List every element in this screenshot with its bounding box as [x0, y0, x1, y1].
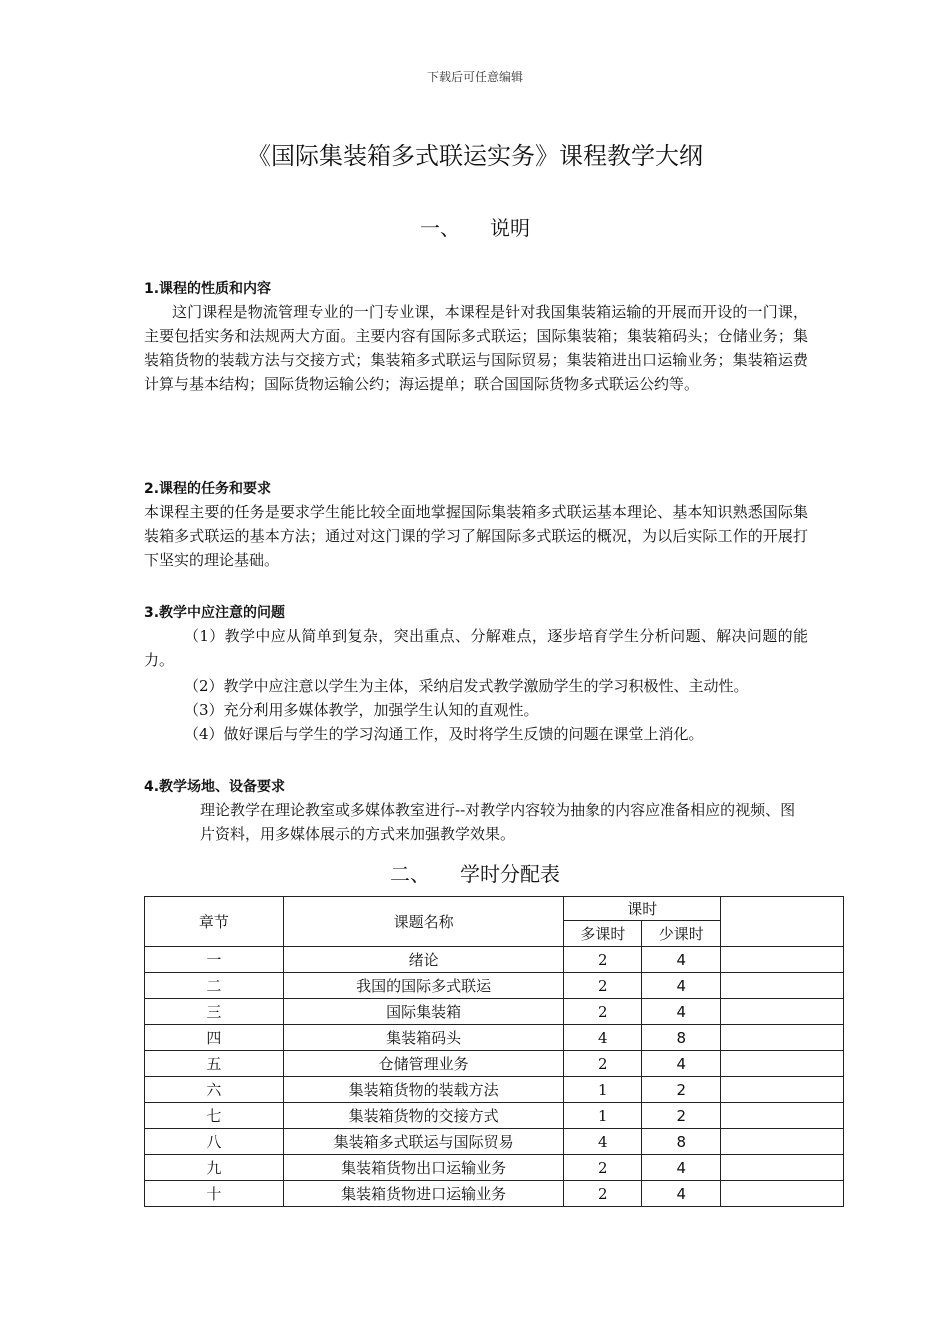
cell-topic: 集装箱多式联运与国际贸易 — [283, 1129, 564, 1155]
list-item: （2）教学中应注意以学生为主体，采纳启发式教学激励学生的学习积极性、主动性。 — [184, 677, 749, 695]
section-number: 二、 — [390, 862, 430, 886]
cell-chapter: 二 — [145, 973, 284, 999]
subsection-heading-1: 1.课程的性质和内容 — [144, 281, 272, 297]
cell-topic: 集装箱码头 — [283, 1025, 564, 1051]
table-row — [145, 1025, 844, 1051]
cell-less: 4 — [642, 1181, 721, 1207]
cell-blank — [721, 1025, 844, 1051]
cell-blank — [721, 1051, 844, 1077]
cell-less: 2 — [642, 1077, 721, 1103]
table-row — [145, 999, 844, 1025]
table-row — [145, 947, 844, 973]
table-row — [145, 1155, 844, 1181]
section-number: 一、 — [420, 216, 460, 240]
table-row — [145, 1077, 844, 1103]
cell-less: 4 — [642, 999, 721, 1025]
cell-more: 4 — [564, 1025, 642, 1051]
cell-topic: 集装箱货物进口运输业务 — [283, 1181, 564, 1207]
subsection-heading-3: 3.教学中应注意的问题 — [144, 605, 286, 621]
cell-chapter: 六 — [145, 1077, 284, 1103]
subsection-text-2: 本课程主要的任务是要求学生能比较全面地掌握国际集装箱多式联运基本理论、基本知识熟悉国际集装箱多式联运的基本方法；通过对这门课的学习了解国际多式联运的概况，为以后实际工作的开展打下坚实的理论基础。 — [144, 503, 808, 569]
list-item: （1）教学中应从简单到复杂，突出重点、分解难点，逐步培育学生分析问题、解决问题的能力。 — [144, 627, 808, 669]
cell-chapter: 四 — [145, 1025, 284, 1051]
cell-blank — [721, 1129, 844, 1155]
table-row — [145, 973, 844, 999]
cell-more: 1 — [564, 1103, 642, 1129]
header-blank — [721, 897, 844, 947]
cell-blank — [721, 1181, 844, 1207]
cell-more: 2 — [564, 973, 642, 999]
cell-less: 2 — [642, 1103, 721, 1129]
cell-chapter: 七 — [145, 1103, 284, 1129]
cell-less: 4 — [642, 973, 721, 999]
header-less-hours: 少课时 — [642, 921, 721, 947]
cell-topic: 国际集装箱 — [283, 999, 564, 1025]
subsection-text-4: 理论教学在理论教室或多媒体教室进行--对教学内容较为抽象的内容应准备相应的视频、图片资料，用多媒体展示的方式来加强教学效果。 — [200, 801, 796, 843]
cell-less: 8 — [642, 1129, 721, 1155]
cell-more: 2 — [564, 947, 642, 973]
cell-blank — [721, 999, 844, 1025]
cell-topic: 集装箱货物的交接方式 — [283, 1103, 564, 1129]
cell-chapter: 九 — [145, 1155, 284, 1181]
table-row — [145, 1051, 844, 1077]
section-heading-2 — [0, 858, 950, 887]
table-row — [145, 1181, 844, 1207]
cell-less: 4 — [642, 947, 721, 973]
header-hours: 课时 — [564, 897, 721, 921]
list-item: （3）充分利用多媒体教学，加强学生认知的直观性。 — [184, 701, 539, 719]
cell-blank — [721, 973, 844, 999]
cell-more: 1 — [564, 1077, 642, 1103]
cell-blank — [721, 1077, 844, 1103]
header-note: 下载后可任意编辑 — [426, 70, 523, 84]
cell-chapter: 十 — [145, 1181, 284, 1207]
subsection-text-1: 这门课程是物流管理专业的一门专业课，本课程是针对我国集装箱运输的开展而开设的一门课，主要包括实务和法规两大方面。主要内容有国际多式联运；国际集装箱；集装箱码头；仓储业务；集装箱货物的装载方法与交接方式；集装箱多式联运与国际贸易；集装箱进出口运输业务；集装箱运费计算与基本结构；国际货物运输公约；海运提单；联合国国际货物多式联运公约等。 — [144, 303, 808, 393]
cell-blank — [721, 1103, 844, 1129]
section-label: 说明 — [490, 216, 530, 240]
cell-topic: 集装箱货物的装载方法 — [283, 1077, 564, 1103]
table-row — [145, 1129, 844, 1155]
cell-more: 2 — [564, 1051, 642, 1077]
cell-less: 4 — [642, 1155, 721, 1181]
cell-chapter: 五 — [145, 1051, 284, 1077]
cell-topic: 仓储管理业务 — [283, 1051, 564, 1077]
cell-more: 2 — [564, 1181, 642, 1207]
subsection-heading-4: 4.教学场地、设备要求 — [144, 779, 286, 795]
header-chapter: 章节 — [145, 897, 284, 947]
section-label: 学时分配表 — [460, 862, 560, 886]
cell-less: 8 — [642, 1025, 721, 1051]
cell-less: 4 — [642, 1051, 721, 1077]
header-more-hours: 多课时 — [564, 921, 642, 947]
hours-allocation-table — [144, 896, 844, 1207]
document-title: 《国际集装箱多式联运实务》课程教学大纲 — [247, 142, 703, 170]
cell-topic: 绪论 — [283, 947, 564, 973]
subsection-heading-2: 2.课程的任务和要求 — [144, 481, 272, 497]
table-row — [145, 1103, 844, 1129]
cell-blank — [721, 1155, 844, 1181]
cell-chapter: 八 — [145, 1129, 284, 1155]
list-item: （4）做好课后与学生的学习沟通工作，及时将学生反馈的问题在课堂上消化。 — [184, 725, 704, 743]
cell-chapter: 三 — [145, 999, 284, 1025]
cell-chapter: 一 — [145, 947, 284, 973]
cell-more: 2 — [564, 1155, 642, 1181]
section-heading-1 — [0, 212, 950, 241]
header-topic: 课题名称 — [283, 897, 564, 947]
cell-topic: 集装箱货物出口运输业务 — [283, 1155, 564, 1181]
cell-blank — [721, 947, 844, 973]
cell-more: 4 — [564, 1129, 642, 1155]
cell-topic: 我国的国际多式联运 — [283, 973, 564, 999]
cell-more: 2 — [564, 999, 642, 1025]
